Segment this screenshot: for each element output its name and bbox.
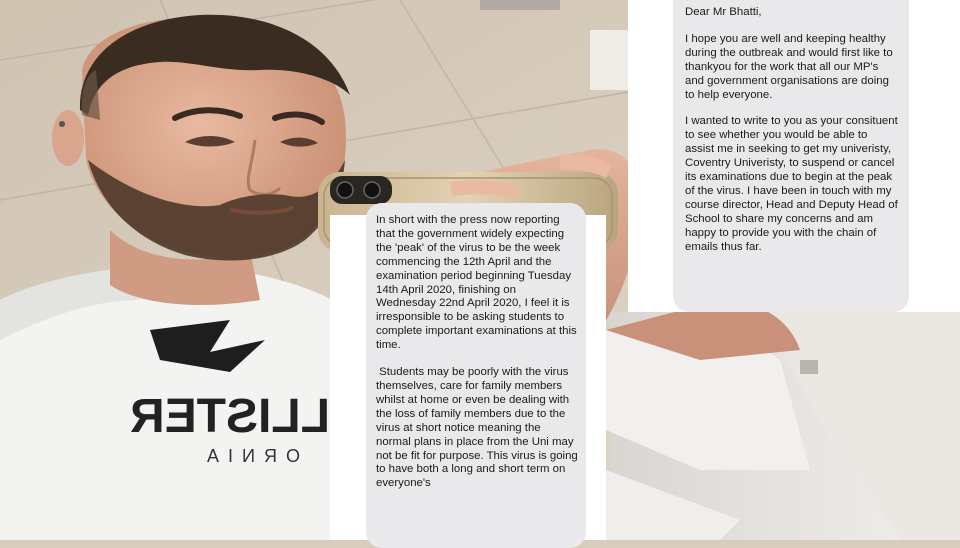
message-paragraph: I hope you are well and keeping healthy during the outbreak and would first like to thankyou for the work that all our MP's and government organisations are doing to help everyone. [685,32,893,101]
ear-piercing [59,121,65,127]
message-screenshot-top [628,0,960,312]
top-fixture [480,0,560,10]
message-screenshot-middle [330,215,606,540]
camera-lens-icon [337,182,353,198]
shelf-edge [590,30,630,90]
message-paragraph: I wanted to write to you as your consituent to see whether you would be able to assist me in seeking to get my univeristy, Coventry Univeristy, to suspend or cancel its examinations due to begin at the peak of the virus. I have been in touch with my course director, Head and Deputy Head of School to share my concerns and am happy to provide you with the chain of emails thus far. [685,115,898,253]
message-paragraph: Students may be poorly with the virus themselves, care for family members whilst at home or even be dealing with the loss of family members due to the virus at short notice meaning the normal plans in place from the Uni may not be fit for purpose. This virus is going to have both a long and short term on everyone's [376,366,581,490]
message-paragraph: Dear Mr Bhatti, [685,6,762,18]
shirt-print-main: LLISTER [130,390,330,443]
message-bubble [673,0,909,312]
ear [52,110,84,166]
message-paragraph: In short with the press now reporting that the government widely expecting the 'peak' of the virus to be the week commencing the 12th April and the examination period beginning Tuesday 14th April 2020, finishing on Wednesday 22nd April 2020, I feel it is irresponsible to be asking students to complete important examinations at this time. [376,214,577,352]
cabinet-hinge [800,360,818,374]
shirt-print-sub: ORNIA [197,446,300,466]
message-bubble [366,203,586,548]
camera-lens-icon [364,182,380,198]
